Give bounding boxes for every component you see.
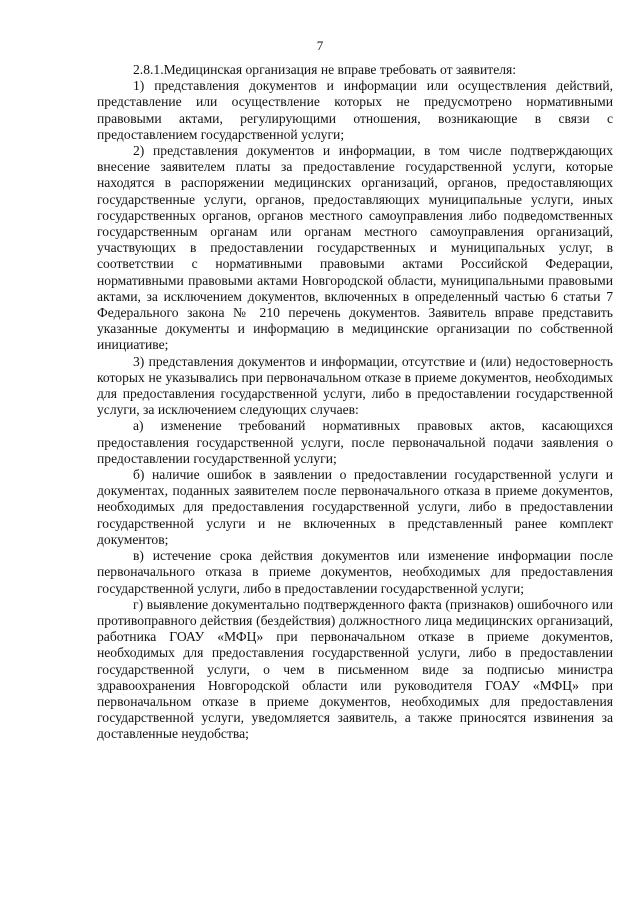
- paragraph-item-1: 1) представления документов и информации или осуществления действий, представление или осуществление которых не предусмотрено нормативными правовыми актами, регулирующими отношения, возникающие в связи с предоставлением государственной услуги;: [97, 78, 613, 142]
- paragraph-subitem-g: г) выявление документально подтвержденного факта (признаков) ошибочного или противоправного действия (бездействия) должностного лица медицинских организаций, работника ГОАУ «МФЦ» при первоначальном отказе в приеме документов, необходимых для предоставления государственной услуги, либо в предоставлении государственной услуги, о чем в письменном виде за подписью министра здравоохранения Новгородской области или руководителя ГОАУ «МФЦ» при первоначальном отказе в приеме документов, необходимых для предоставления государственной услуги, уведомляется заявитель, а также приносятся извинения за доставленные неудобства;: [97, 596, 613, 742]
- page-number: 7: [316, 38, 324, 53]
- paragraph-item-3: 3) представления документов и информации, отсутствие и (или) недостоверность которых не указывались при первоначальном отказе в приеме документов, необходимых для предоставления государственной услуги, либо в предоставлении государственной услуги, за исключением следующих случаев:: [97, 353, 613, 418]
- paragraph-subitem-b: б) наличие ошибок в заявлении о предоставлении государственной услуги и документах, поданных заявителем после первоначального отказа в приеме документов, необходимых для предоставления государственной услуги, либо в предоставлении государственной услуги и не включенных в представленный ранее комплект документов;: [97, 467, 613, 547]
- document-body: [97, 62, 613, 743]
- paragraph-item-2: 2) представления документов и информации, в том числе подтверждающих внесение заявителем платы за предоставление государственной услуги, которые находятся в распоряжении медицинских организаций, органов, предоставляющих государственные услуги, органов, предоставляющих муниципальные услуги, иных государственных органов, органов местного самоуправления либо подведомственных государственным органам или органам местного самоуправления организаций, участвующих в предоставлении государственных и муниципальных услуг, в соответствии с нормативными правовыми актами Российской Федерации, нормативными правовыми актами Новгородской области, муниципальными правовыми актами, за исключением документов, включенных в определенный частью 6 статьи 7 Федерального закона № 210 перечень документов. Заявитель вправе представить указанные документы и информацию в медицинские организации по собственной инициативе;: [97, 143, 613, 353]
- paragraph-subitem-v: в) истечение срока действия документов или изменение информации после первоначального отказа в приеме документов, необходимых для предоставления государственной услуги, либо в предоставлении государственной услуги;: [97, 548, 613, 596]
- paragraph-subitem-a: а) изменение требований нормативных правовых актов, касающихся предоставления государственной услуги, после первоначальной подачи заявления о предоставлении государственной услуги;: [97, 418, 613, 466]
- paragraph-intro: 2.8.1.Медицинская организация не вправе требовать от заявителя:: [133, 62, 517, 77]
